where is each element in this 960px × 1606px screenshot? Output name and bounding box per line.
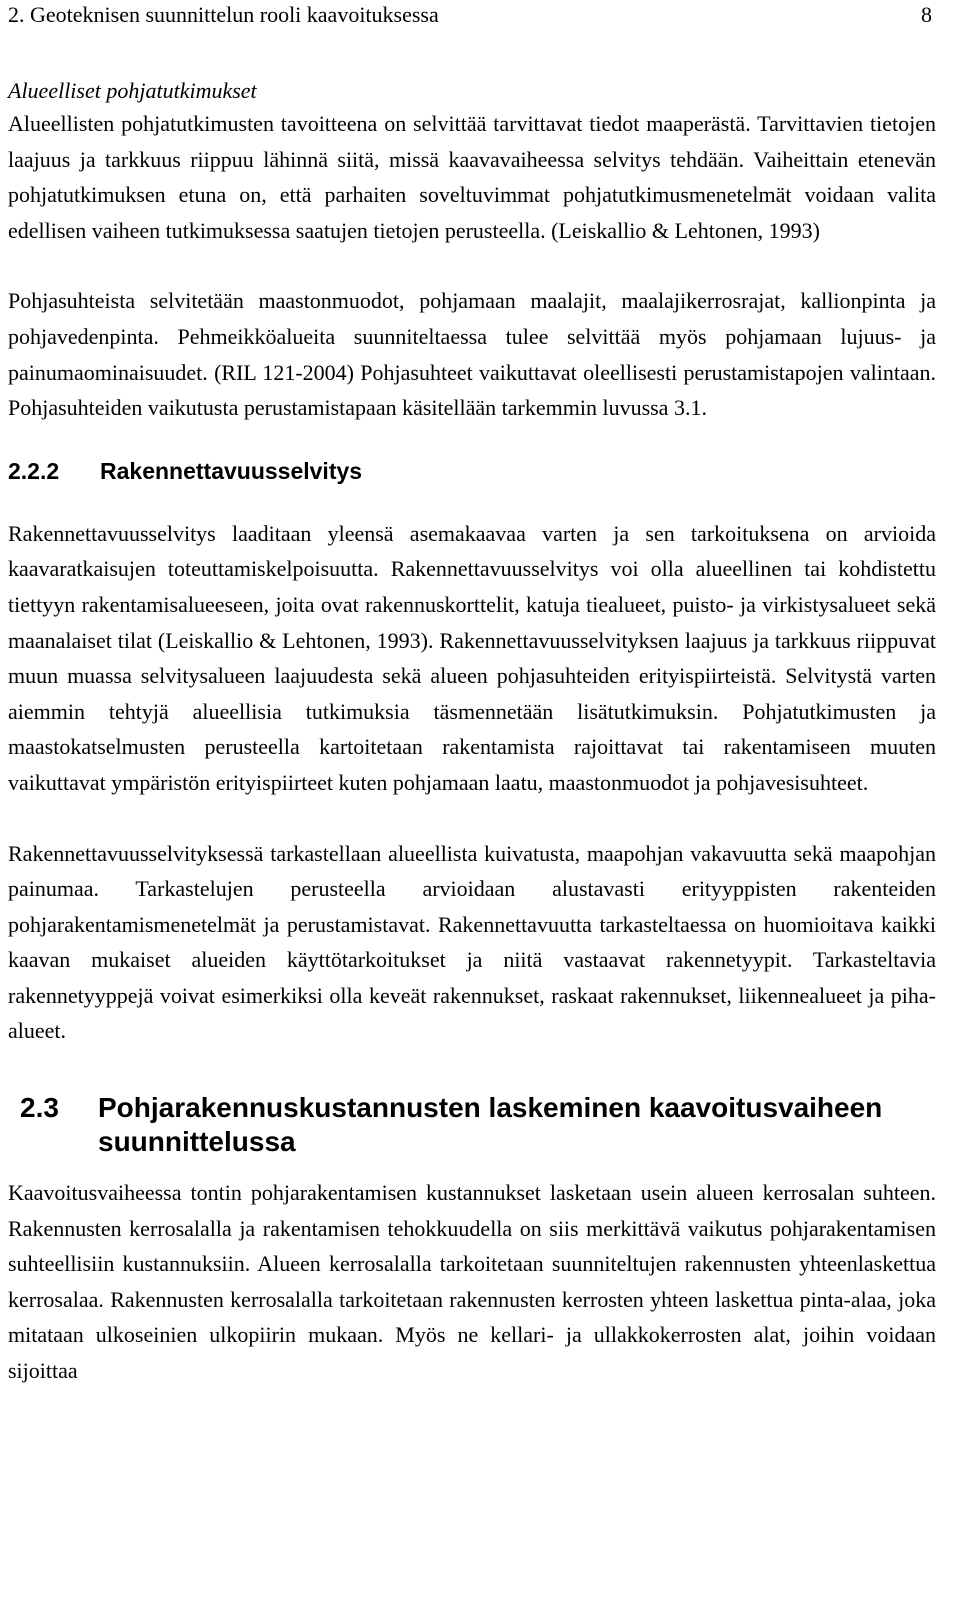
document-page — [8, 0, 936, 1389]
section-title: Rakennettavuusselvitys — [100, 457, 363, 484]
section-number: 2.2.2 — [8, 457, 60, 484]
chapter-title: 2. Geoteknisen suunnittelun rooli kaavoituksessa — [8, 2, 439, 27]
page-number: 8 — [921, 2, 932, 27]
section-heading-costs — [8, 1091, 936, 1159]
section-title: Pohjarakennuskustannusten laskeminen kaavoitusvaiheen suunnittelussa — [98, 1092, 883, 1158]
running-header — [8, 0, 936, 30]
section-heading-buildability — [8, 456, 936, 486]
paragraph-regional-1: Alueellisten pohjatutkimusten tavoitteena on selvittää tarvittavat tiedot maaperästä. Tarvittavien tietojen laajuus ja tarkkuus riippuu lähinnä siitä, missä kaavavaiheessa selvitys tehdään. Vaiheittain etenevän pohjatutkimuksen etuna on, että parhaiten soveltuvimmat pohjatutkimusmenetelmät voidaan valita edellisen vaiheen tutkimuksessa saatujen tietojen perusteella. (Leiskallio & Lehtonen, 1993) — [8, 111, 936, 243]
section-number: 2.3 — [20, 1092, 59, 1124]
paragraph-regional-2: Pohjasuhteista selvitetään maastonmuodot, pohjamaan maalajit, maalajikerrosrajat, kallionpinta ja pohjavedenpinta. Pehmeikköalueita suunniteltaessa tulee selvittää myös pohjamaan lujuus- ja painumaominaisuudet. (RIL 121-2004) Pohjasuhteet vaikuttavat oleellisesti perustamistapojen valintaan. Pohjasuhteiden vaikutusta perustamistapaan käsitellään tarkemmin luvussa 3.1. — [8, 288, 936, 421]
paragraph-buildability-1: Rakennettavuusselvitys laaditaan yleensä asemakaavaa varten ja sen tarkoituksena on arvioida kaavaratkaisujen toteuttamiskelpoisuutta. Rakennettavuusselvitys voi olla alueellinen tai kohdistettu tiettyyn rakentamisalueeseen, joita ovat rakennuskorttelit, katuja tiealueet, puisto- ja virkistysalueet sekä maanalaiset tilat (Leiskallio & Lehtonen, 1993). Rakennettavuusselvityksen laajuus ja tarkkuus riippuvat muun muassa selvitysalueen laajuudesta sekä alueen pohjasuhteiden erityispiirteistä. Selvitystä varten aiemmin tehtyjä alueellisia tutkimuksia täsmennetään lisätutkimuksin. Pohjatutkimusten ja maastokatselmusten perusteella kartoitetaan rakentamista rajoittavat tai rakentamiseen muuten vaikuttavat ympäristön erityispiirteet kuten pohjamaan laatu, maastonmuodot ja pohjavesisuhteet. — [8, 520, 936, 795]
paragraph-costs-1: Kaavoitusvaiheessa tontin pohjarakentamisen kustannukset lasketaan usein alueen kerrosalan suhteen. Rakennusten kerrosalalla ja rakentamisen tehokkuudella on siis merkittävä vaikutus pohjarakentamisen suhteellisiin kustannuksiin. Alueen kerrosalalla tarkoitetaan suunniteltujen rakennusten yhteenlaskettua kerrosalaa. Rakennusten kerrosalalla tarkoitetaan rakennusten kerrosten yhteen laskettua pinta-alaa, joka mitataan ulkoseinien ulkopiirin mukaan. Myös ne kellari- ja ullakkokerrosten alat, joihin voidaan sijoittaa — [8, 1180, 936, 1384]
paragraph-buildability-2: Rakennettavuusselvityksessä tarkastellaan alueellista kuivatusta, maapohjan vakavuutta sekä maapohjan painumaa. Tarkastelujen perusteella arvioidaan alustavasti erityyppisten rakenteiden pohjarakentamismenetelmät ja perustamistavat. Rakennettavuutta tarkasteltaessa on huomioitava kaikki kaavan mukaiset alueiden käyttötarkoitukset ja niitä vastaavat rakennetyypit. Tarkasteltavia rakennetyyppejä voivat esimerkiksi olla keveät rakennukset, raskaat rakennukset, liikennealueet ja piha-alueet. — [8, 840, 936, 1044]
subsection-title-regional: Alueelliset pohjatutkimukset — [8, 78, 257, 103]
